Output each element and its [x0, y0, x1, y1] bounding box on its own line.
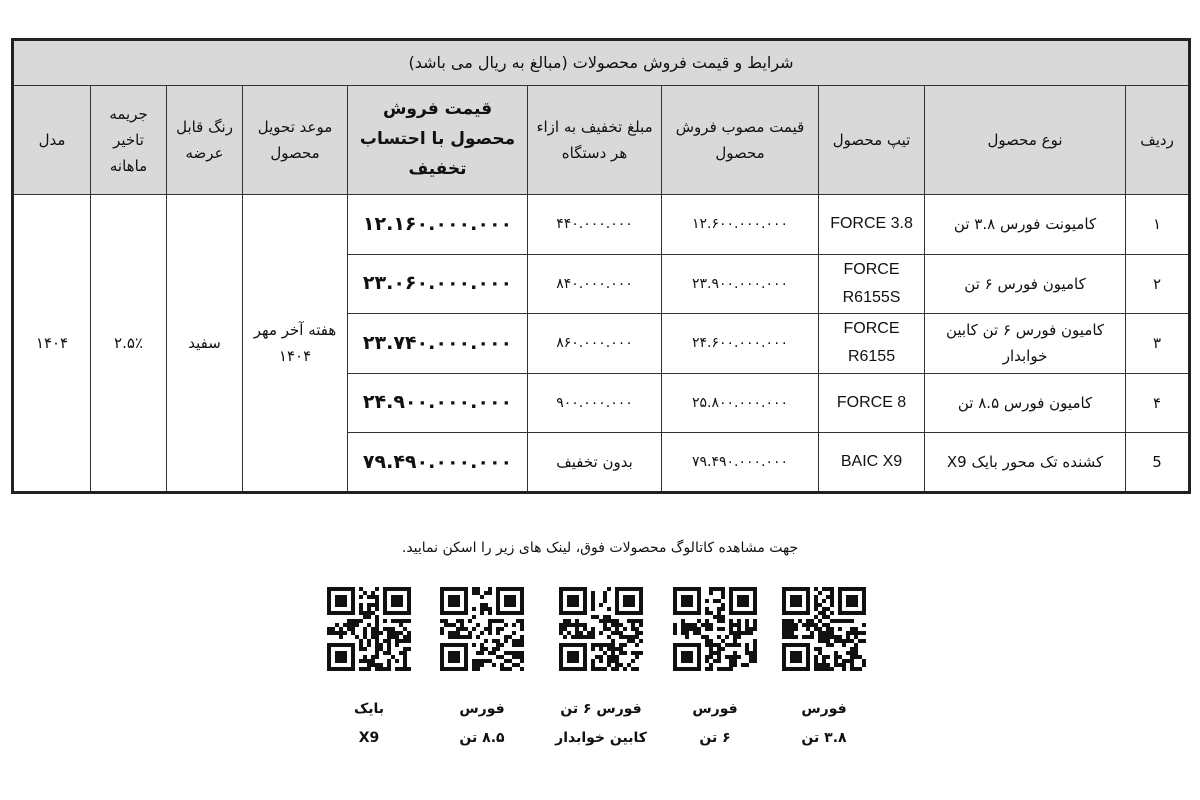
approved-price: ۲۴.۶۰۰.۰۰۰.۰۰۰ [662, 314, 819, 374]
row-number: ۲ [1126, 254, 1190, 314]
discount-amount: بدون تخفیف [528, 433, 662, 493]
product-model: FORCE R6155S [819, 254, 925, 314]
header-approved-price: قیمت مصوب فروش محصول [662, 86, 819, 195]
discount-amount: ۸۴۰.۰۰۰.۰۰۰ [528, 254, 662, 314]
final-price: ۲۳.۷۴۰.۰۰۰.۰۰۰ [348, 314, 528, 374]
qr-label-line: فورس [801, 701, 847, 717]
approved-price: ۲۵.۸۰۰.۰۰۰.۰۰۰ [662, 373, 819, 433]
table-title: شرایط و قیمت فروش محصولات (مبالغ به ریال می باشد) [13, 40, 1190, 86]
qr-code-icon[interactable] [559, 587, 643, 671]
product-type: کامیون فورس ۶ تن کابین خوابدار [925, 314, 1126, 374]
final-price: ۲۴.۹۰۰.۰۰۰.۰۰۰ [348, 373, 528, 433]
qr-code-icon[interactable] [782, 587, 866, 671]
approved-price: ۱۲.۶۰۰.۰۰۰.۰۰۰ [662, 195, 819, 255]
header-row-number: ردیف [1126, 86, 1190, 195]
final-price: ۷۹.۴۹۰.۰۰۰.۰۰۰ [348, 433, 528, 493]
available-color: سفید [167, 195, 243, 493]
model-year: ۱۴۰۴ [13, 195, 91, 493]
qr-label-line: ۶ تن [699, 730, 731, 747]
header-product-type: نوع محصول [925, 86, 1126, 195]
delivery-time: هفته آخر مهر ۱۴۰۴ [243, 195, 348, 493]
row-number: ۱ [1126, 195, 1190, 255]
header-model-year: مدل [13, 86, 91, 195]
approved-price: ۲۳.۹۰۰.۰۰۰.۰۰۰ [662, 254, 819, 314]
qr-label-line: بایک [353, 701, 385, 717]
header-discount: مبلغ تخفیف به ازاء هر دستگاه [528, 86, 662, 195]
price-table [11, 38, 1191, 494]
header-colors: رنگ قابل عرضه [167, 86, 243, 195]
qr-label [536, 695, 666, 754]
approved-price: ۷۹.۴۹۰.۰۰۰.۰۰۰ [662, 433, 819, 493]
catalog-note: جهت مشاهده کاتالوگ محصولات فوق، لینک های زیر را اسکن نمایید. [401, 540, 799, 556]
product-type: کشنده تک محور بایک X9 [925, 433, 1126, 493]
qr-code-icon[interactable] [673, 587, 757, 671]
qr-label-line: X9 [358, 730, 380, 747]
qr-code-icon[interactable] [327, 587, 411, 671]
header-penalty: جریمه تاخیر ماهانه [91, 86, 167, 195]
qr-label-line: ۸.۵ تن [459, 730, 505, 747]
header-final-price: قیمت فروش محصول با احتساب تخفیف [348, 86, 528, 195]
product-model: FORCE R6155 [819, 314, 925, 374]
row-number: ۴ [1126, 373, 1190, 433]
row-number: ۳ [1126, 314, 1190, 374]
qr-label-line: ۳.۸ تن [801, 730, 847, 747]
qr-label-line: کابین خوابدار [555, 730, 647, 747]
discount-amount: ۹۰۰.۰۰۰.۰۰۰ [528, 373, 662, 433]
discount-amount: ۸۶۰.۰۰۰.۰۰۰ [528, 314, 662, 374]
final-price: ۲۳.۰۶۰.۰۰۰.۰۰۰ [348, 254, 528, 314]
discount-amount: ۴۴۰.۰۰۰.۰۰۰ [528, 195, 662, 255]
qr-label [304, 695, 434, 754]
product-model: FORCE 3.8 [819, 195, 925, 255]
qr-label-line: فورس [692, 701, 738, 717]
product-type: کامیونت فورس ۳.۸ تن [925, 195, 1126, 255]
late-penalty: ۲.۵٪ [91, 195, 167, 493]
header-product-model: تیپ محصول [819, 86, 925, 195]
product-type: کامیون فورس ۸.۵ تن [925, 373, 1126, 433]
final-price: ۱۲.۱۶۰.۰۰۰.۰۰۰ [348, 195, 528, 255]
product-model: FORCE 8 [819, 373, 925, 433]
qr-label [650, 695, 780, 754]
header-delivery: موعد تحویل محصول [243, 86, 348, 195]
qr-label-line: فورس [459, 701, 505, 717]
product-model: BAIC X9 [819, 433, 925, 493]
product-type: کامیون فورس ۶ تن [925, 254, 1126, 314]
qr-code-icon[interactable] [440, 587, 524, 671]
qr-label-line: فورس ۶ تن [560, 701, 642, 717]
table-row [13, 195, 1190, 255]
row-number: 5 [1126, 433, 1190, 493]
qr-label [417, 695, 547, 754]
